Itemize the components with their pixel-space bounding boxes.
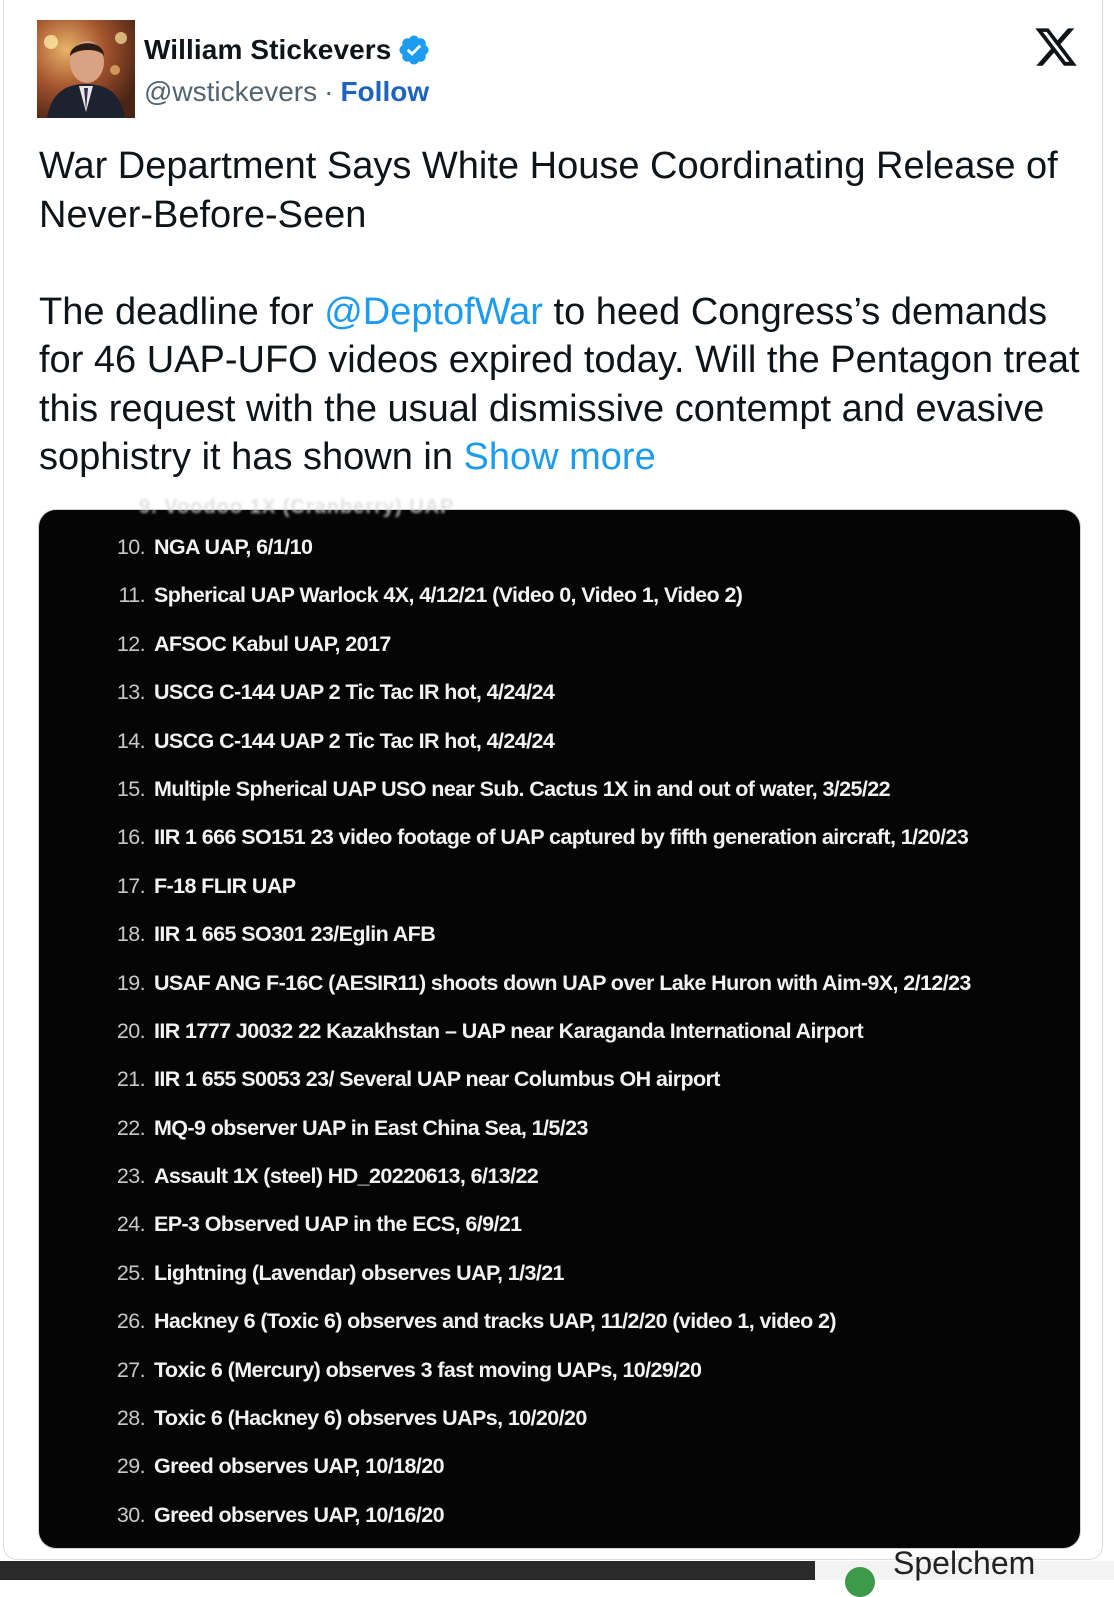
list-item-text: IIR 1 665 SO301 23/Eglin AFB bbox=[154, 922, 436, 947]
list-item bbox=[39, 1453, 1080, 1501]
list-item bbox=[39, 1066, 1080, 1114]
list-item-number: 23. bbox=[116, 1164, 145, 1189]
list-item bbox=[39, 582, 1080, 630]
list-item bbox=[39, 1163, 1080, 1211]
list-item-number: 22. bbox=[116, 1115, 145, 1140]
list-item-number: 20. bbox=[116, 1018, 145, 1043]
list-item bbox=[39, 970, 1080, 1018]
list-item-text: F-18 FLIR UAP bbox=[154, 873, 296, 898]
list-item-number: 15. bbox=[116, 776, 145, 801]
partial-avatar bbox=[845, 1567, 875, 1597]
list-item-text: Hackney 6 (Toxic 6) observes and tracks UAP, 11/2/20 (video 1, video 2) bbox=[154, 1309, 836, 1334]
list-item bbox=[39, 921, 1080, 969]
list-item-number: 12. bbox=[116, 631, 145, 656]
list-item-number: 28. bbox=[116, 1406, 145, 1431]
avatar-photo bbox=[37, 20, 135, 118]
partial-card bbox=[815, 1545, 1114, 1581]
list-item-text: IIR 1777 J0032 22 Kazakhstan – UAP near Karaganda International Airport bbox=[154, 1018, 863, 1043]
list-item-text: Greed observes UAP, 10/18/20 bbox=[154, 1454, 444, 1479]
list-item-text: USCG C-144 UAP 2 Tic Tac IR hot, 4/24/24 bbox=[154, 680, 555, 705]
list-item-number: 18. bbox=[116, 922, 145, 947]
list-item-text: NGA UAP, 6/1/10 bbox=[154, 535, 313, 559]
list-item-number: 11. bbox=[118, 583, 145, 608]
list-item-number: 16. bbox=[116, 825, 145, 850]
partial-card-text: Spelchem bbox=[893, 1545, 1036, 1581]
handle-row bbox=[144, 76, 429, 108]
list-item bbox=[39, 1308, 1080, 1356]
list-item-number: 13. bbox=[116, 680, 145, 705]
list-item bbox=[39, 1115, 1080, 1163]
list-item bbox=[39, 873, 1080, 921]
separator-dot: · bbox=[324, 76, 334, 107]
list-item-number: 24. bbox=[116, 1212, 145, 1237]
list-item-number: 17. bbox=[116, 873, 145, 898]
tweet-body-end: to heed Congress’s demands for 46 UAP-UFO videos expired today. Will the Pentagon treat this request with the usual dismissive contempt and evasive sophistry it has shown in bbox=[39, 290, 1080, 478]
list-item-text: IIR 1 666 SO151 23 video footage of UAP captured by fifth generation aircraft, 1/20/23 bbox=[154, 825, 969, 850]
video-list bbox=[39, 534, 1080, 1550]
list-item-text: Multiple Spherical UAP USO near Sub. Cactus 1X in and out of water, 3/25/22 bbox=[154, 776, 890, 801]
list-item-number: 25. bbox=[116, 1260, 145, 1285]
list-item bbox=[39, 776, 1080, 824]
follow-button[interactable]: Follow bbox=[340, 76, 430, 107]
tweet-card bbox=[3, 0, 1103, 1560]
list-item bbox=[39, 1405, 1080, 1453]
tweet-headline: War Department Says White House Coordinating Release of Never-Before-Seen bbox=[39, 145, 1058, 236]
list-item-text: Greed observes UAP, 10/16/20 bbox=[154, 1502, 444, 1527]
list-item-text: USAF ANG F-16C (AESIR11) shoots down UAP over Lake Huron with Aim-9X, 2/12/23 bbox=[154, 970, 971, 995]
list-item bbox=[39, 1357, 1080, 1405]
mention-link[interactable]: @DeptofWar bbox=[324, 290, 543, 333]
list-item bbox=[39, 1018, 1080, 1066]
x-logo-icon[interactable] bbox=[1032, 24, 1080, 70]
bottom-bar bbox=[0, 1545, 1114, 1581]
cut-off-list-item: 9. Voodoo 1X (Cranberry) UAP bbox=[139, 496, 455, 518]
list-item-text: EP-3 Observed UAP in the ECS, 6/9/21 bbox=[154, 1212, 522, 1237]
list-item-number: 26. bbox=[116, 1309, 145, 1334]
list-item-text: IIR 1 655 S0053 23/ Several UAP near Columbus OH airport bbox=[154, 1067, 720, 1092]
list-item-number: 21. bbox=[116, 1067, 145, 1092]
tweet-text bbox=[39, 142, 1089, 482]
list-item-number: 30. bbox=[116, 1502, 145, 1527]
list-item bbox=[39, 631, 1080, 679]
avatar[interactable] bbox=[37, 20, 135, 118]
author-name-row bbox=[144, 30, 431, 70]
list-item bbox=[39, 1260, 1080, 1308]
list-item-text: USCG C-144 UAP 2 Tic Tac IR hot, 4/24/24 bbox=[154, 728, 555, 753]
list-item-number: 27. bbox=[116, 1357, 145, 1382]
list-item bbox=[39, 679, 1080, 727]
list-item bbox=[39, 1211, 1080, 1259]
list-item-text: Assault 1X (steel) HD_20220613, 6/13/22 bbox=[154, 1164, 539, 1189]
tweet-body-start: The deadline for bbox=[39, 290, 325, 333]
author-handle[interactable]: @wstickevers bbox=[144, 76, 318, 107]
list-item bbox=[39, 534, 1080, 582]
author-name[interactable]: William Stickevers bbox=[144, 34, 392, 65]
list-item-text: Toxic 6 (Mercury) observes 3 fast moving UAPs, 10/29/20 bbox=[154, 1357, 702, 1382]
list-item-number: 14. bbox=[116, 728, 145, 753]
list-item-text: Spherical UAP Warlock 4X, 4/12/21 (Video 0, Video 1, Video 2) bbox=[154, 583, 743, 608]
tweet-body bbox=[39, 288, 1089, 482]
list-item-text: AFSOC Kabul UAP, 2017 bbox=[154, 631, 391, 656]
list-item-number: 10. bbox=[116, 535, 145, 559]
list-item-number: 19. bbox=[116, 970, 145, 995]
show-more-link[interactable]: Show more bbox=[463, 436, 656, 478]
list-item bbox=[39, 824, 1080, 872]
list-item bbox=[39, 728, 1080, 776]
list-item-text: Lightning (Lavendar) observes UAP, 1/3/21 bbox=[154, 1260, 564, 1285]
media-image[interactable] bbox=[38, 496, 1081, 1549]
list-item bbox=[39, 1502, 1080, 1550]
list-item-text: MQ-9 observer UAP in East China Sea, 1/5/23 bbox=[154, 1115, 588, 1140]
list-item-number: 29. bbox=[116, 1454, 145, 1479]
verified-badge-icon bbox=[397, 33, 431, 67]
list-item-text: Toxic 6 (Hackney 6) observes UAPs, 10/20/20 bbox=[154, 1406, 587, 1431]
